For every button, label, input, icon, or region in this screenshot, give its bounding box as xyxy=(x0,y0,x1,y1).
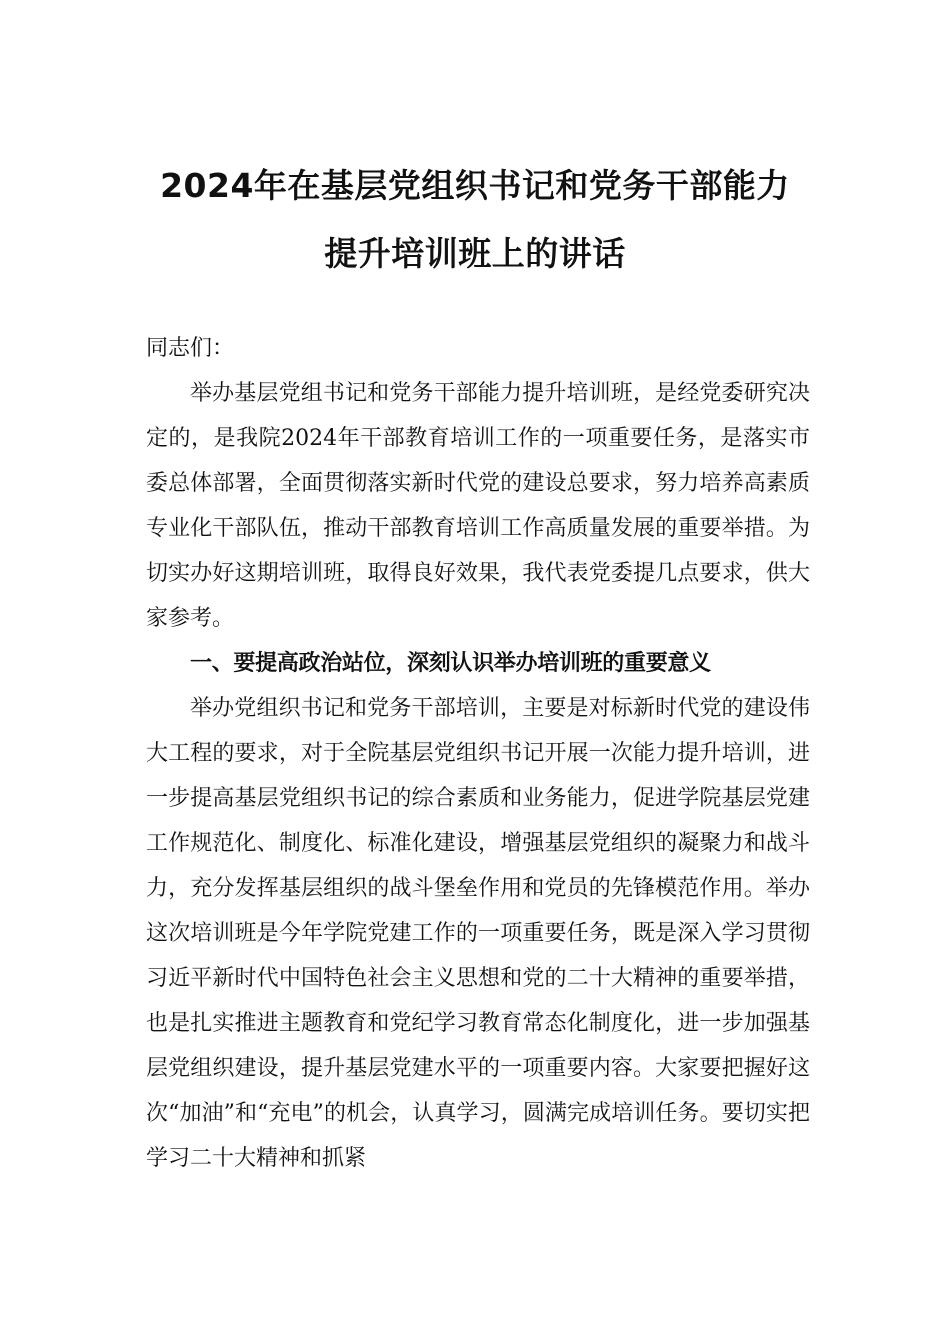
salutation: 同志们： xyxy=(146,336,235,361)
paragraph-intro: 举办基层党组书记和党务干部能力提升培训班，是经党委研究决定的，是我院2024年干部教育培训工作的一项重要任务，是落实市委总体部署，全面贯彻落实新时代党的建设总要求，努力培养高素质专业化干部队伍，推动干部教育培训工作高质量发展的重要举措。为切实办好这期培训班，取得良好效果，我代表党委提几点要求，供大家参考。 xyxy=(146,381,810,631)
document-title-line-2: 提升培训班上的讲话 xyxy=(324,234,626,273)
document-body xyxy=(146,326,810,1181)
section-heading-1: 一、要提高政治站位，深刻认识举办培训班的重要意义 xyxy=(190,651,711,676)
document-title-line-1: 2024年在基层党组织书记和党务干部能力 xyxy=(160,166,790,205)
paragraph-section-1: 举办党组织书记和党务干部培训，主要是对标新时代党的建设伟大工程的要求，对于全院基层党组织书记开展一次能力提升培训，进一步提高基层党组织书记的综合素质和业务能力，促进学院基层党建工作规范化、制度化、标准化建设，增强基层党组织的凝聚力和战斗力，充分发挥基层组织的战斗堡垒作用和党员的先锋模范作用。举办这次培训班是今年学院党建工作的一项重要任务，既是深入学习贯彻习近平新时代中国特色社会主义思想和党的二十大精神的重要举措，也是扎实推进主题教育和党纪学习教育常态化制度化，进一步加强基层党组织建设，提升基层党建水平的一项重要内容。大家要把握好这次“加油”和“充电”的机会，认真学习，圆满完成培训任务。要切实把学习二十大精神和抓紧 xyxy=(146,696,810,1171)
